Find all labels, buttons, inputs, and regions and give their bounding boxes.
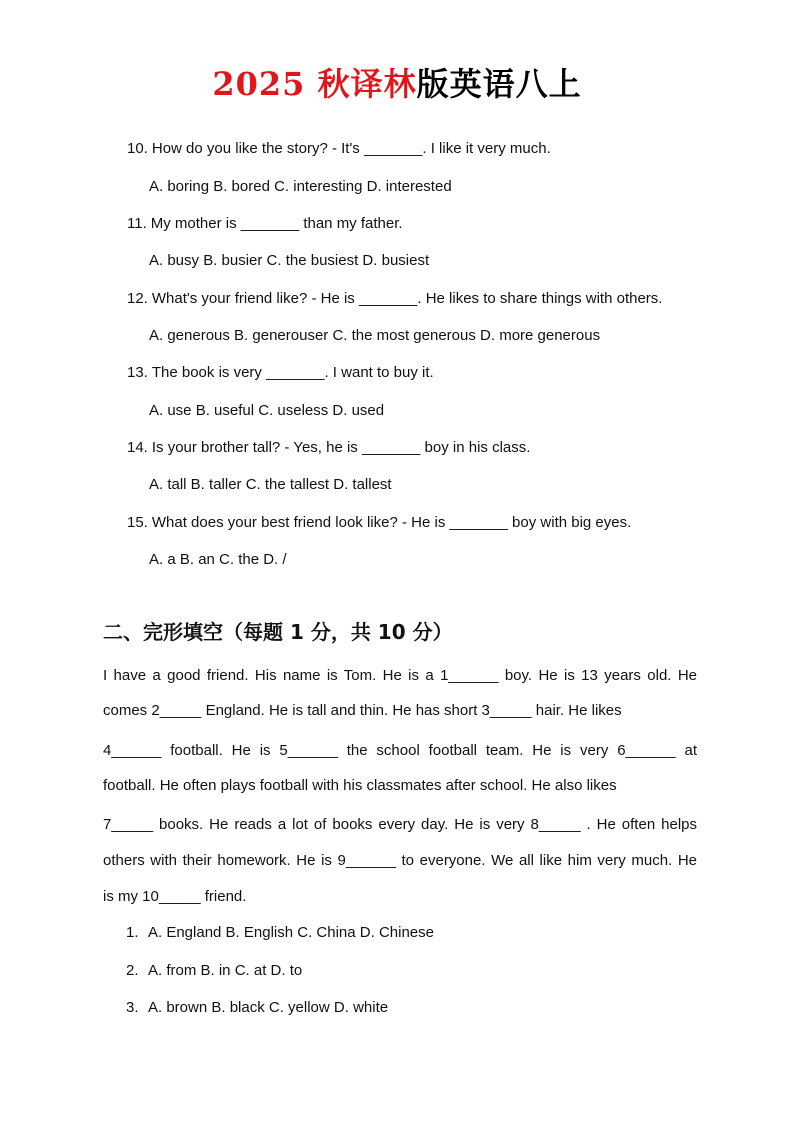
question-text: The book is very _______. I want to buy it.: [151, 364, 434, 381]
cloze-option-number: 1.: [126, 924, 139, 941]
passage-line: 4______ football. He is 5______ the school football team. He is very 6______ at: [103, 742, 697, 759]
cloze-option-text: A. from B. in C. at D. to: [148, 962, 303, 979]
question-15: [127, 513, 631, 533]
question-12: [127, 289, 662, 309]
cloze-option-2: [126, 961, 302, 981]
passage-line: football. He often plays football with his classmates after school. He also likes: [103, 777, 617, 794]
page-title: [0, 60, 794, 108]
question-text: My mother is _______ than my father.: [150, 215, 403, 232]
cloze-option-number: 3.: [126, 999, 139, 1016]
question-10: [127, 139, 551, 159]
question-text: Is your brother tall? - Yes, he is _______ boy in his class.: [151, 439, 531, 456]
question-text: What's your friend like? - He is _______. He likes to share things with others.: [151, 290, 663, 307]
passage-line: I have a good friend. His name is Tom. He is a 1______ boy. He is 13 years old. He: [103, 667, 697, 684]
question-11: [127, 214, 403, 234]
question-number: 15.: [127, 514, 148, 531]
question-text: What does your best friend look like? - He is _______ boy with big eyes.: [151, 514, 632, 531]
question-13: [127, 363, 434, 383]
page-title-red-part: 2025 秋译林: [212, 65, 417, 103]
cloze-option-text: A. England B. English C. China D. Chinese: [148, 924, 434, 941]
question-12-options: A. generous B. generouser C. the most generous D. more generous: [149, 327, 601, 344]
question-number: 10.: [127, 140, 148, 157]
cloze-option-text: A. brown B. black C. yellow D. white: [148, 999, 389, 1016]
question-number: 12.: [127, 290, 148, 307]
question-number: 14.: [127, 439, 148, 456]
passage-line: others with their homework. He is 9______ to everyone. We all like him very much. He: [103, 852, 697, 869]
question-13-options: A. use B. useful C. useless D. used: [149, 402, 385, 419]
cloze-option-1: [126, 923, 434, 943]
passage-line: is my 10_____ friend.: [103, 888, 247, 905]
page-title-black-part: 版英语八上: [416, 65, 582, 103]
question-14: [127, 438, 530, 458]
section-heading: 二、完形填空（每题 1 分，共 10 分）: [103, 620, 453, 644]
question-15-options: A. a B. an C. the D. /: [149, 551, 287, 568]
question-text: How do you like the story? - It's _______. I like it very much.: [151, 140, 551, 157]
passage-line: 7_____ books. He reads a lot of books every day. He is very 8_____ . He often helps: [103, 816, 697, 833]
question-14-options: A. tall B. taller C. the tallest D. tallest: [149, 476, 392, 493]
question-number: 11.: [127, 215, 147, 232]
question-10-options: A. boring B. bored C. interesting D. interested: [149, 178, 452, 195]
passage-line: comes 2_____ England. He is tall and thin. He has short 3_____ hair. He likes: [103, 702, 622, 719]
cloze-option-3: [126, 998, 388, 1018]
question-number: 13.: [127, 364, 148, 381]
question-11-options: A. busy B. busier C. the busiest D. busiest: [149, 252, 430, 269]
cloze-option-number: 2.: [126, 962, 139, 979]
